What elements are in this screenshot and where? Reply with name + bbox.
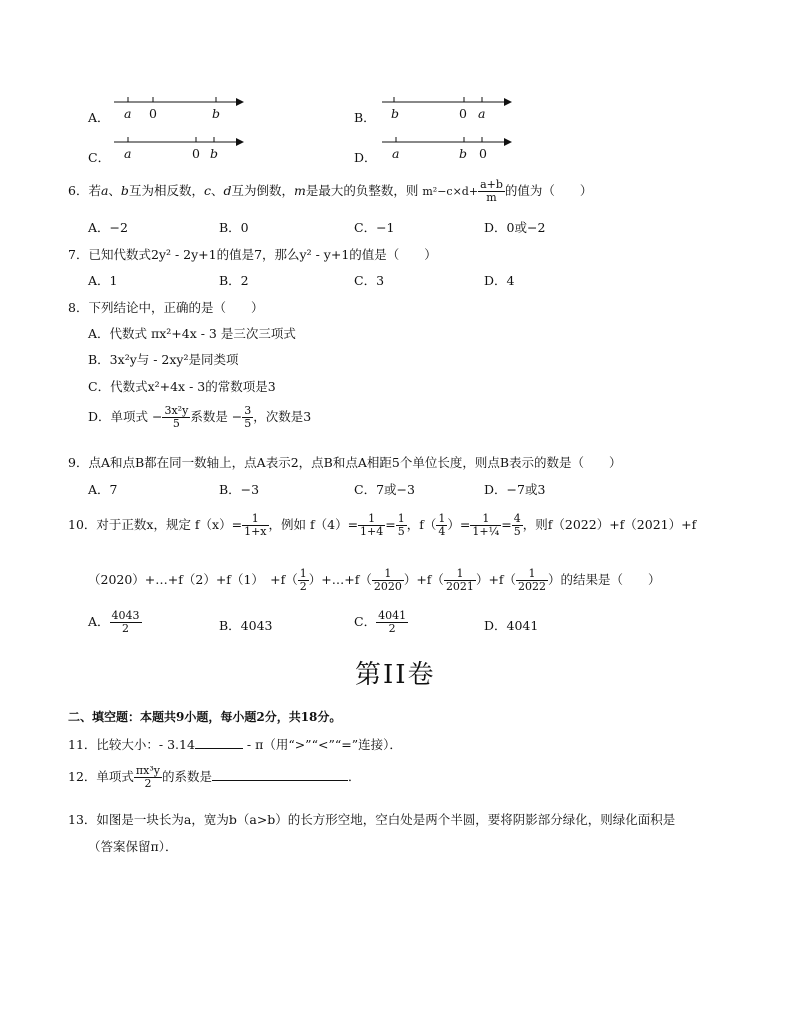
label: a <box>124 106 132 121</box>
numerator: 4043 <box>111 609 140 622</box>
text: D．单项式 − <box>88 409 163 424</box>
text: 互为倒数， <box>231 183 295 198</box>
section-title: 第II卷 <box>355 660 436 690</box>
part-2-header: 二、填空题：本题共9小题，每小题2分，共18分。 <box>68 710 342 724</box>
numerator: 1 <box>516 568 548 581</box>
fraction <box>396 513 407 538</box>
text: 的系数是 <box>161 769 212 784</box>
q8-option-d <box>88 405 311 430</box>
text: = <box>501 517 512 532</box>
text: ）+…+f（ <box>308 572 372 587</box>
label: a <box>478 106 486 121</box>
denominator: 2020 <box>373 580 402 593</box>
fraction <box>376 610 408 635</box>
option-label: B． <box>354 110 376 125</box>
var: m <box>294 183 306 198</box>
fraction <box>478 179 505 204</box>
text: 、 <box>210 183 224 198</box>
fraction <box>512 513 523 538</box>
question-7-stem: 7．已知代数式2y² - 2y+1的值是7，那么y² - y+1的值是（ ） <box>68 247 437 262</box>
numerator: 1 <box>299 567 307 580</box>
text: - π（用“>”“<”“=”连接）． <box>242 737 402 752</box>
label: a <box>392 146 400 161</box>
q10-option-d: D．4041 <box>484 618 539 633</box>
label: b <box>212 106 221 121</box>
option-label: D． <box>354 150 377 165</box>
answer-blank[interactable] <box>195 748 243 749</box>
numerator: 1 <box>470 513 501 526</box>
text: C． <box>354 614 377 629</box>
q7-option-a: A．1 <box>88 273 118 288</box>
denominator: 5 <box>172 417 180 430</box>
denominator: 2022 <box>518 580 547 593</box>
numerator: 3x²y <box>164 404 189 417</box>
fraction <box>470 513 501 538</box>
denominator: 1+x <box>244 525 267 538</box>
fraction <box>444 568 476 593</box>
q10-option-b: B．4043 <box>219 618 273 633</box>
denominator: 1+4 <box>360 525 384 538</box>
text: 是最大的负整数，则 <box>305 183 419 198</box>
text: ）= <box>447 517 471 532</box>
q6-option-d: D．0或−2 <box>484 220 546 235</box>
denominator: 2 <box>122 622 130 635</box>
q6-option-a: A．−2 <box>88 220 128 235</box>
q9-option-d: D．−7或3 <box>484 482 546 497</box>
numerator: 3 <box>244 404 252 417</box>
text: ）+f（ <box>475 572 517 587</box>
label: b <box>459 146 468 161</box>
question-11 <box>68 735 402 753</box>
question-10-line-2 <box>88 568 661 593</box>
numerator: πx³y <box>135 764 160 777</box>
number-line-a <box>112 94 247 110</box>
text: （2020）+…+f（2）+f（1） +f（ <box>88 572 298 587</box>
var: b <box>120 183 129 198</box>
numerator: 1 <box>358 513 385 526</box>
question-6-stem <box>68 179 592 204</box>
q9-option-b: B．−3 <box>219 482 260 497</box>
fraction <box>358 513 385 538</box>
text: 系数是 − <box>190 409 243 424</box>
numerator: 1 <box>438 512 446 525</box>
fraction <box>436 513 447 538</box>
denominator: 2 <box>144 777 152 790</box>
question-8-stem: 8．下列结论中，正确的是（ ） <box>68 300 264 315</box>
fraction <box>242 513 268 538</box>
text: ，例如 f（4）= <box>268 517 359 532</box>
denominator: 2 <box>388 622 396 635</box>
denominator: 4 <box>438 525 446 538</box>
number-line-b <box>380 94 515 110</box>
text: 12．单项式 <box>68 769 134 784</box>
var: d <box>223 183 232 198</box>
label: 0 <box>149 106 157 121</box>
denominator: 2021 <box>445 580 474 593</box>
label: a <box>124 146 132 161</box>
q6-option-c: C．−1 <box>354 220 395 235</box>
question-13-line-2: （答案保留π）． <box>88 839 178 854</box>
number-line-d <box>380 134 515 150</box>
text: 互为相反数， <box>128 183 204 198</box>
option-label: C． <box>88 150 111 165</box>
q9-option-a: A．7 <box>88 482 118 497</box>
answer-blank[interactable] <box>212 780 348 781</box>
text: 、 <box>108 183 121 198</box>
q6-option-b: B．0 <box>219 220 249 235</box>
var: a <box>100 183 109 198</box>
q10-option-a <box>88 610 142 635</box>
fraction <box>516 568 548 593</box>
question-12 <box>68 765 361 790</box>
text: ，f（ <box>406 517 437 532</box>
expression: m²−c×d+ <box>422 185 479 198</box>
text: ，则f（2022）+f（2021）+f <box>522 517 697 532</box>
denominator: 1+¼ <box>472 525 500 538</box>
q10-option-c <box>354 610 408 635</box>
question-10-line-1 <box>68 513 696 538</box>
q8-option-a: A．代数式 πx²+4x - 3 是三次三项式 <box>88 326 296 341</box>
question-13-line-1: 13．如图是一块长为a，宽为b（a>b）的长方形空地，空白处是两个半圆，要将阴影部分绿化，则绿化面积是 <box>68 812 676 827</box>
text: 10．对于正数x，规定 f（x）= <box>68 517 243 532</box>
fraction <box>372 568 404 593</box>
numerator: 1 <box>372 568 404 581</box>
q7-option-c: C．3 <box>354 273 385 288</box>
numerator: 1 <box>444 568 476 581</box>
numerator: 1 <box>397 512 405 525</box>
text: ，次数是3 <box>253 409 312 424</box>
text: ）+f（ <box>403 572 444 587</box>
label: b <box>391 106 400 121</box>
label: b <box>210 146 219 161</box>
fraction <box>110 610 142 635</box>
text: A． <box>88 614 110 629</box>
text: = <box>385 517 396 532</box>
fraction <box>162 405 190 430</box>
numerator: 1 <box>242 513 268 526</box>
text: 11．比较大小：- 3.14 <box>68 737 195 752</box>
option-label: A． <box>88 110 110 125</box>
denominator: m <box>486 191 497 204</box>
numerator: 4041 <box>378 609 407 622</box>
text: 6．若 <box>68 183 101 198</box>
label: 0 <box>479 146 487 161</box>
number-line-c <box>112 134 247 150</box>
question-9-stem: 9．点A和点B都在同一数轴上，点A表示2，点B和点A相距5个单位长度，则点B表示的数是（ ） <box>68 455 622 470</box>
q8-option-b: B．3x²y与 - 2xy²是同类项 <box>88 352 239 367</box>
var: c <box>203 183 211 198</box>
numerator: 4 <box>513 512 521 525</box>
fraction <box>298 568 309 593</box>
denominator: 5 <box>397 525 405 538</box>
label: 0 <box>192 146 200 161</box>
label: 0 <box>459 106 467 121</box>
denominator: 2 <box>299 580 307 593</box>
fraction <box>134 765 162 790</box>
fraction <box>242 405 253 430</box>
text: 的值为（ ） <box>504 183 593 198</box>
q8-option-c: C．代数式x²+4x - 3的常数项是3 <box>88 379 276 394</box>
text: ）的结果是（ ） <box>548 572 661 587</box>
q9-option-c: C．7或−3 <box>354 482 415 497</box>
text: ． <box>347 769 361 784</box>
denominator: 5 <box>513 525 521 538</box>
q7-option-b: B．2 <box>219 273 249 288</box>
denominator: 5 <box>244 417 252 430</box>
q7-option-d: D．4 <box>484 273 515 288</box>
numerator: a+b <box>480 178 503 191</box>
